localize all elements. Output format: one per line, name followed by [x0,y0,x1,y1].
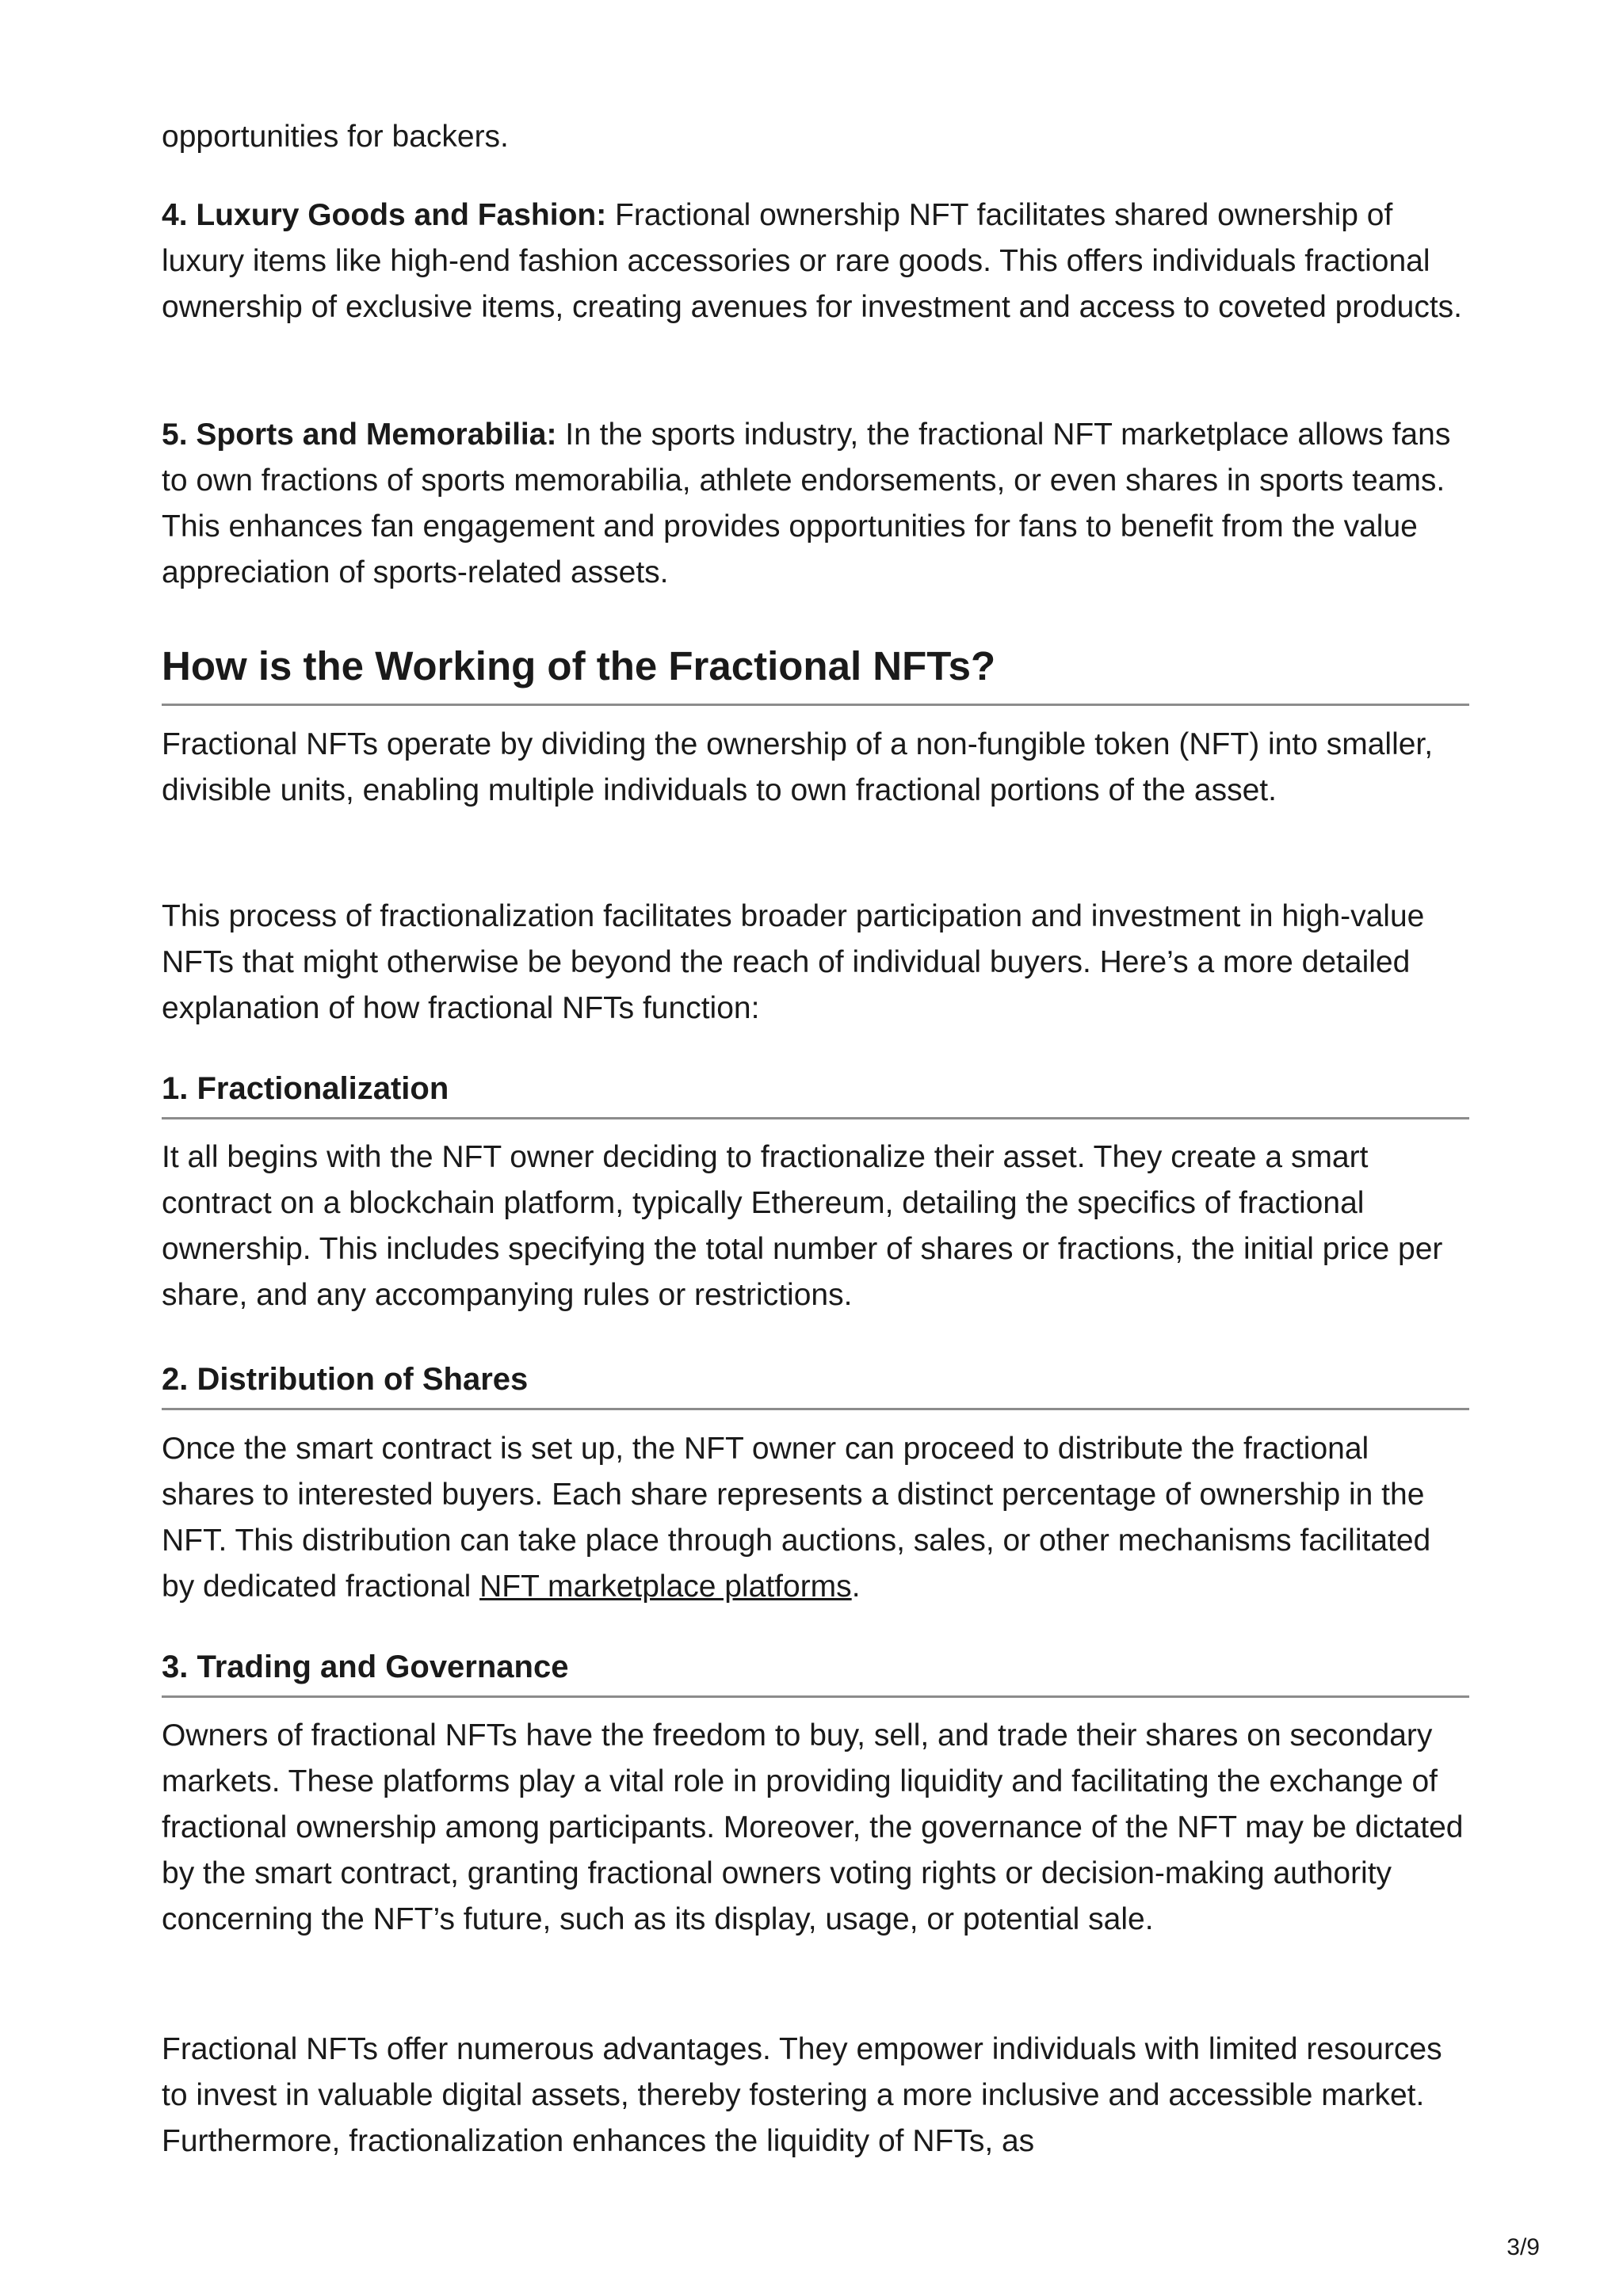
step-text-trading-governance: Owners of fractional NFTs have the freedom to buy, sell, and trade their shares on secondary markets. These platforms play a vital role in providing liquidity and facilitating the exchange of fractional ownership among participants. Moreover, the governance of the NFT may be dictated by the smart contract, granting fractional owners voting rights or decision-making authority concerning the NFT’s future, such as its display, usage, or potential sale. [162,1718,1464,1936]
step-heading-distribution: 2. Distribution of Shares [162,1357,1469,1410]
use-case-text: In the sports industry, the fractional NFT marketplace allows fans to own fractions of sports memorabilia, athlete endorsements, or even shares in sports teams. This enhances fan engagement and provides opportunities for fans to benefit from the value appreciation of sports-related assets. [162,418,1451,589]
step-heading-trading-governance: 3. Trading and Governance [162,1645,1469,1698]
step-heading-fractionalization: 1. Fractionalization [162,1066,1469,1119]
page-number: 3/9 [1507,2234,1540,2260]
use-case-term: 4. Luxury Goods and Fashion: [162,198,607,232]
section-heading: How is the Working of the Fractional NFTs? [162,639,1469,706]
closing-paragraph: Fractional NFTs offer numerous advantages. They empower individuals with limited resources to invest in valuable digital assets, thereby fostering a more inclusive and accessible market. Furthermore, fractionalization enhances the liquidity of NFTs, as [162,2032,1442,2158]
use-case-luxury-goods [162,193,1469,330]
use-case-term: 5. Sports and Memorabilia: [162,418,557,452]
intro-tail-paragraph: opportunities for backers. [162,120,509,154]
step-text: Once the smart contract is set up, the NFT owner can proceed to distribute the fractional shares to interested buyers. Each share represents a distinct percentage of ownership in the NFT. This distribution can take place through auctions, sales, or other mechanisms facilitated by dedicated fractional [162,1432,1431,1604]
use-case-sports-memorabilia [162,412,1469,596]
use-case-text: Fractional ownership NFT facilitates shared ownership of luxury items like high-end fashion accessories or rare goods. This offers individuals fractional ownership of exclusive items, creating avenues for investment and access to coveted products. [162,198,1463,324]
step-text-distribution [162,1426,1469,1610]
nft-marketplace-platforms-link[interactable]: NFT marketplace platforms [479,1569,852,1604]
section-paragraph: Fractional NFTs operate by dividing the ownership of a non-fungible token (NFT) into smaller, divisible units, enabling multiple individuals to own fractional portions of the asset. [162,727,1434,807]
section-paragraph: This process of fractionalization facilitates broader participation and investment in high-value NFTs that might otherwise be beyond the reach of individual buyers. Here’s a more detailed explanation of how fractional NFTs function: [162,899,1425,1025]
step-text-fractionalization: It all begins with the NFT owner deciding to fractionalize their asset. They create a smart contract on a blockchain platform, typically Ethereum, detailing the specifics of fractional ownership. This includes specifying the total number of shares or fractions, the initial price per share, and any accompanying rules or restrictions. [162,1140,1443,1312]
step-text-end: . [851,1569,861,1604]
